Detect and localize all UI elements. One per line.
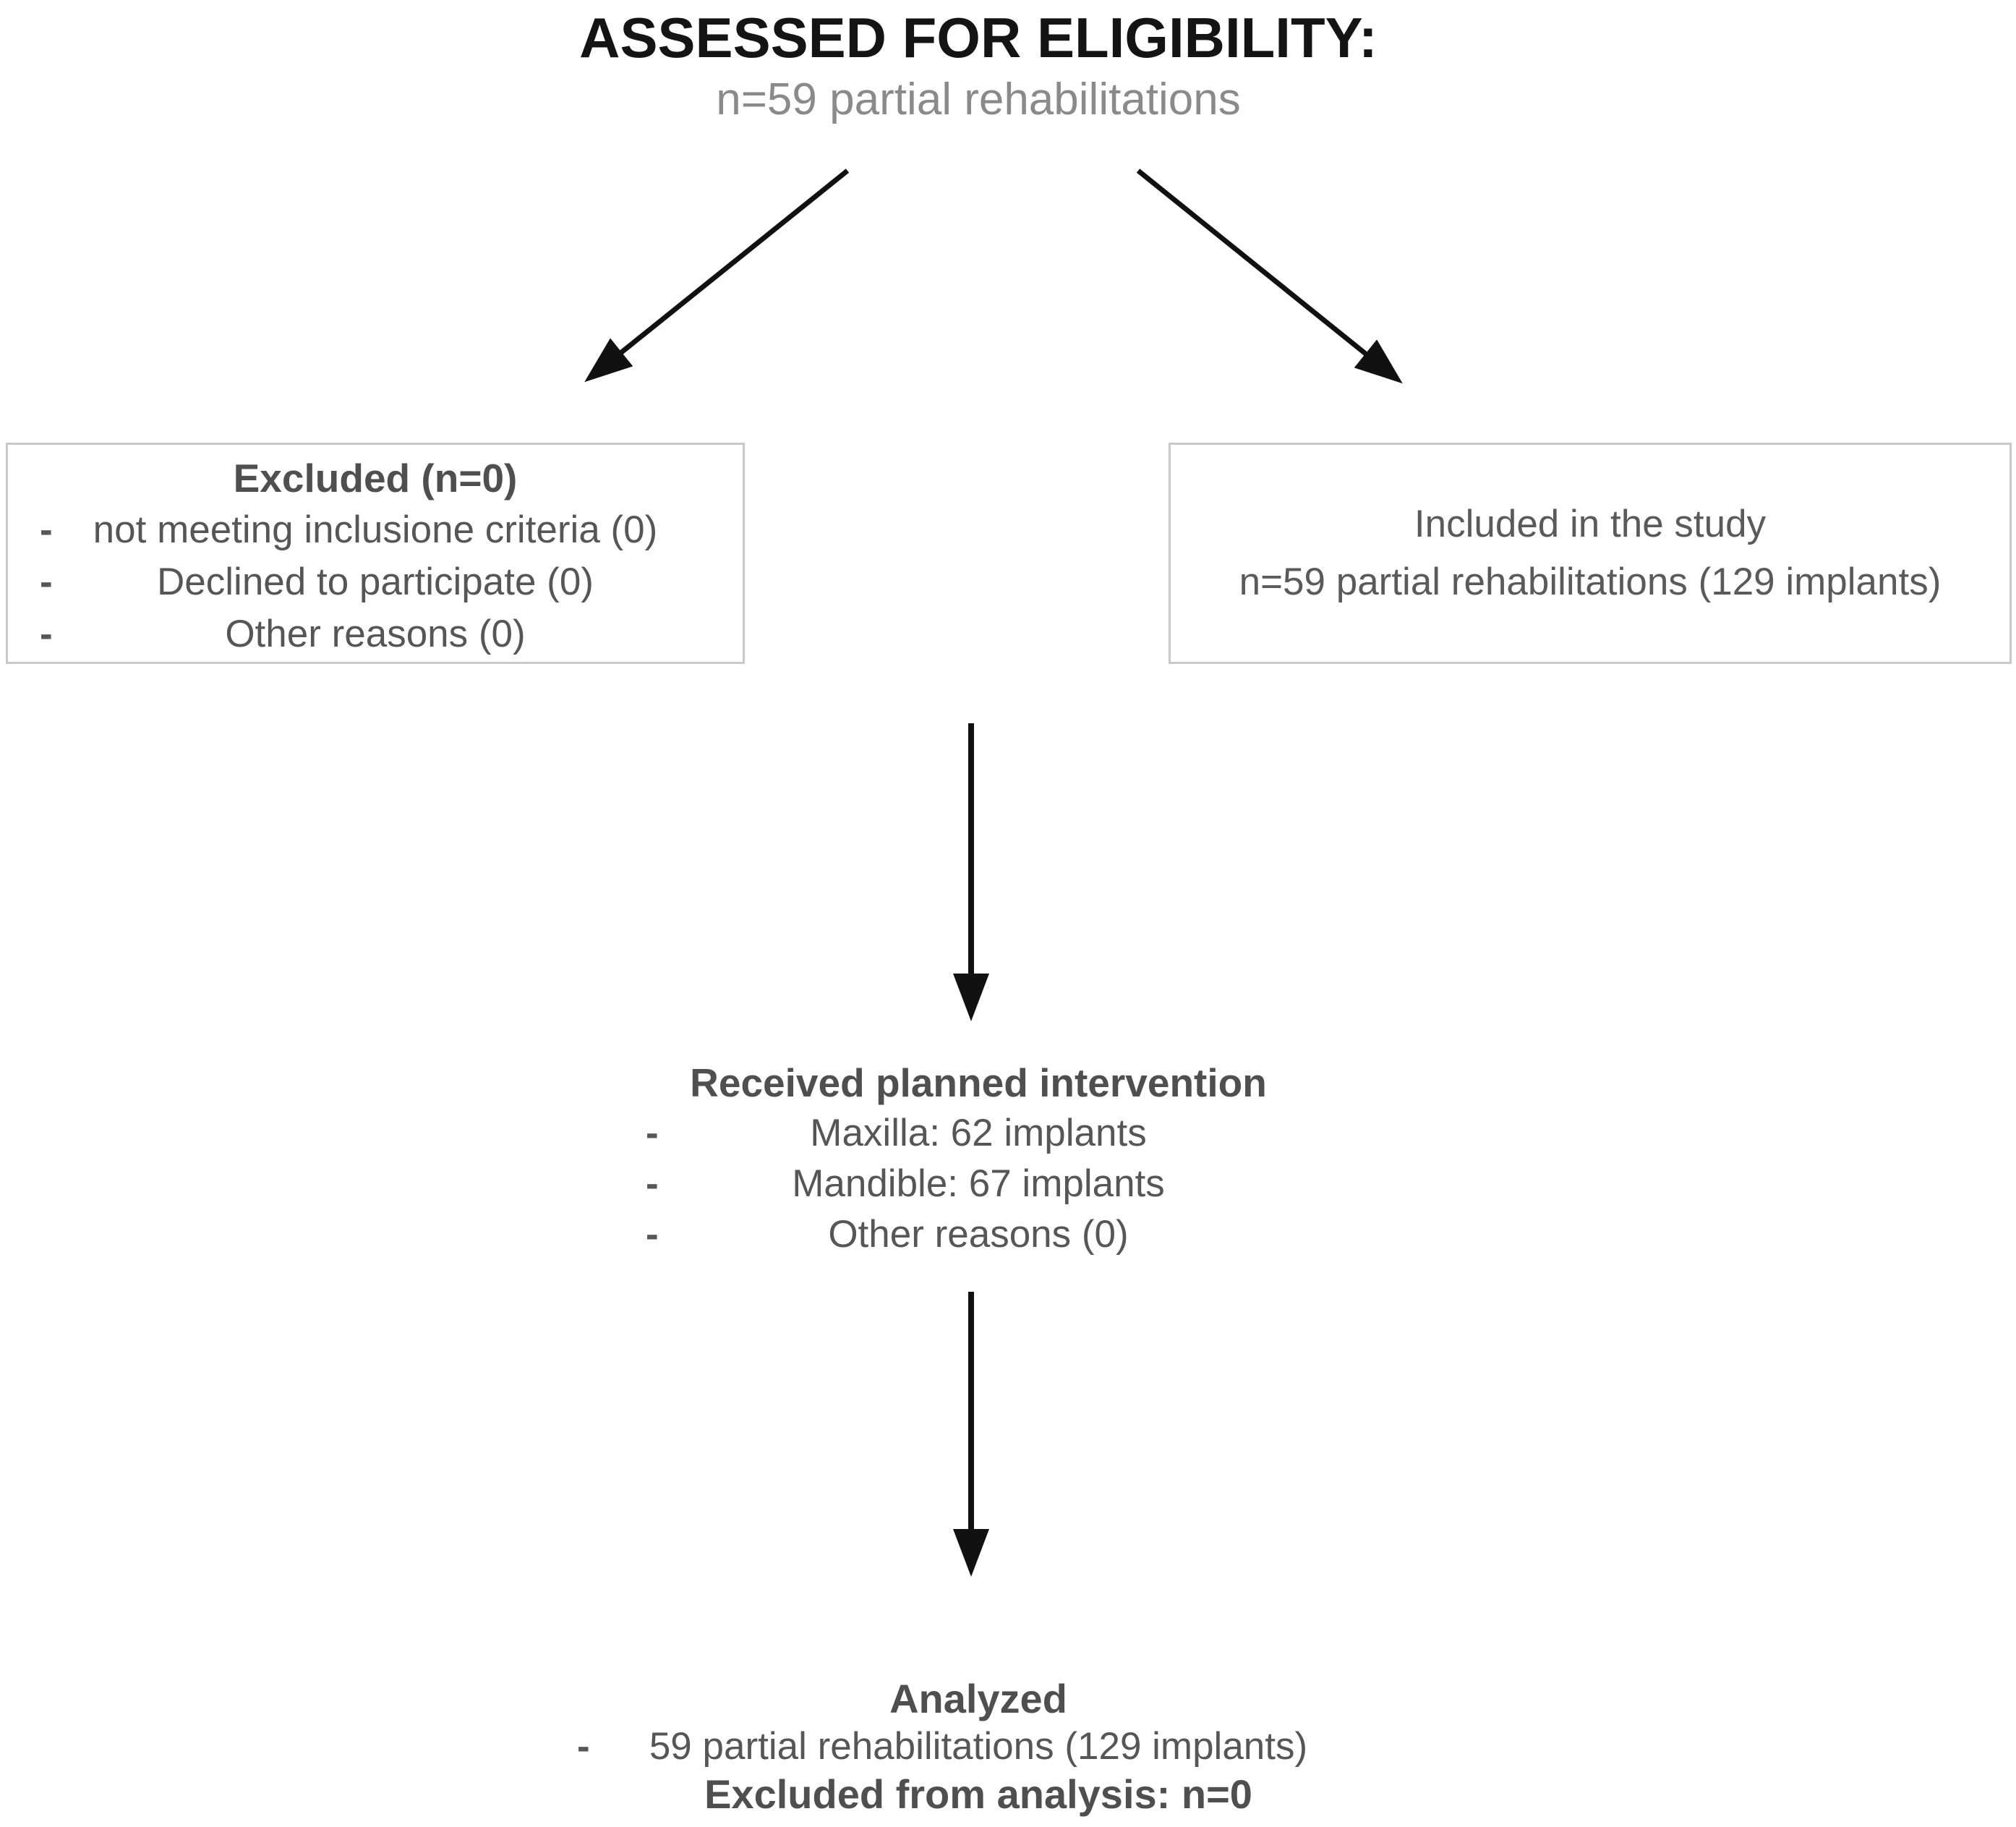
excluded-item: [8, 556, 743, 608]
excluded-item-label: Declined to participate (0): [157, 561, 594, 603]
intervention-item-label: Maxilla: 62 implants: [810, 1112, 1147, 1154]
included-box: [1169, 443, 2012, 664]
analyzed-title: Analyzed: [889, 1676, 1067, 1721]
bullet-dash-icon: -: [40, 508, 53, 551]
bullet-dash-icon: -: [40, 561, 53, 603]
analyzed-item-label: 59 partial rehabilitations (129 implants): [649, 1725, 1308, 1768]
excluded-box-title: Excluded (n=0): [233, 456, 518, 501]
included-box-line2: n=59 partial rehabilitations (129 implants): [1239, 561, 1942, 603]
intervention-section: [646, 1057, 1311, 1260]
page-subtitle: n=59 partial rehabilitations: [716, 74, 1241, 124]
included-box-line1: Included in the study: [1414, 503, 1767, 545]
analyzed-item: [577, 1723, 1380, 1771]
intervention-item: [646, 1159, 1311, 1209]
intervention-item: [646, 1108, 1311, 1159]
intervention-item: [646, 1209, 1311, 1260]
arrow-to-included-box: [1138, 171, 1397, 379]
bullet-dash-icon: -: [646, 1112, 659, 1154]
intervention-item-label: Other reasons (0): [828, 1213, 1129, 1256]
excluded-item: [8, 504, 743, 556]
analyzed-footer: Excluded from analysis: n=0: [704, 1771, 1252, 1817]
excluded-item-label: not meeting inclusione criteria (0): [93, 508, 658, 551]
bullet-dash-icon: -: [646, 1213, 659, 1256]
arrow-to-excluded-box: [590, 171, 847, 378]
intervention-title: Received planned intervention: [690, 1060, 1267, 1105]
page-title: ASSESSED FOR ELIGIBILITY:: [579, 6, 1378, 69]
bullet-dash-icon: -: [646, 1162, 659, 1205]
bullet-dash-icon: -: [40, 613, 53, 655]
bullet-dash-icon: -: [577, 1725, 590, 1768]
analyzed-section: [577, 1675, 1380, 1818]
excluded-item: [8, 608, 743, 660]
excluded-item-label: Other reasons (0): [225, 613, 526, 655]
excluded-box: [6, 443, 745, 664]
intervention-item-label: Mandible: 67 implants: [792, 1162, 1165, 1205]
